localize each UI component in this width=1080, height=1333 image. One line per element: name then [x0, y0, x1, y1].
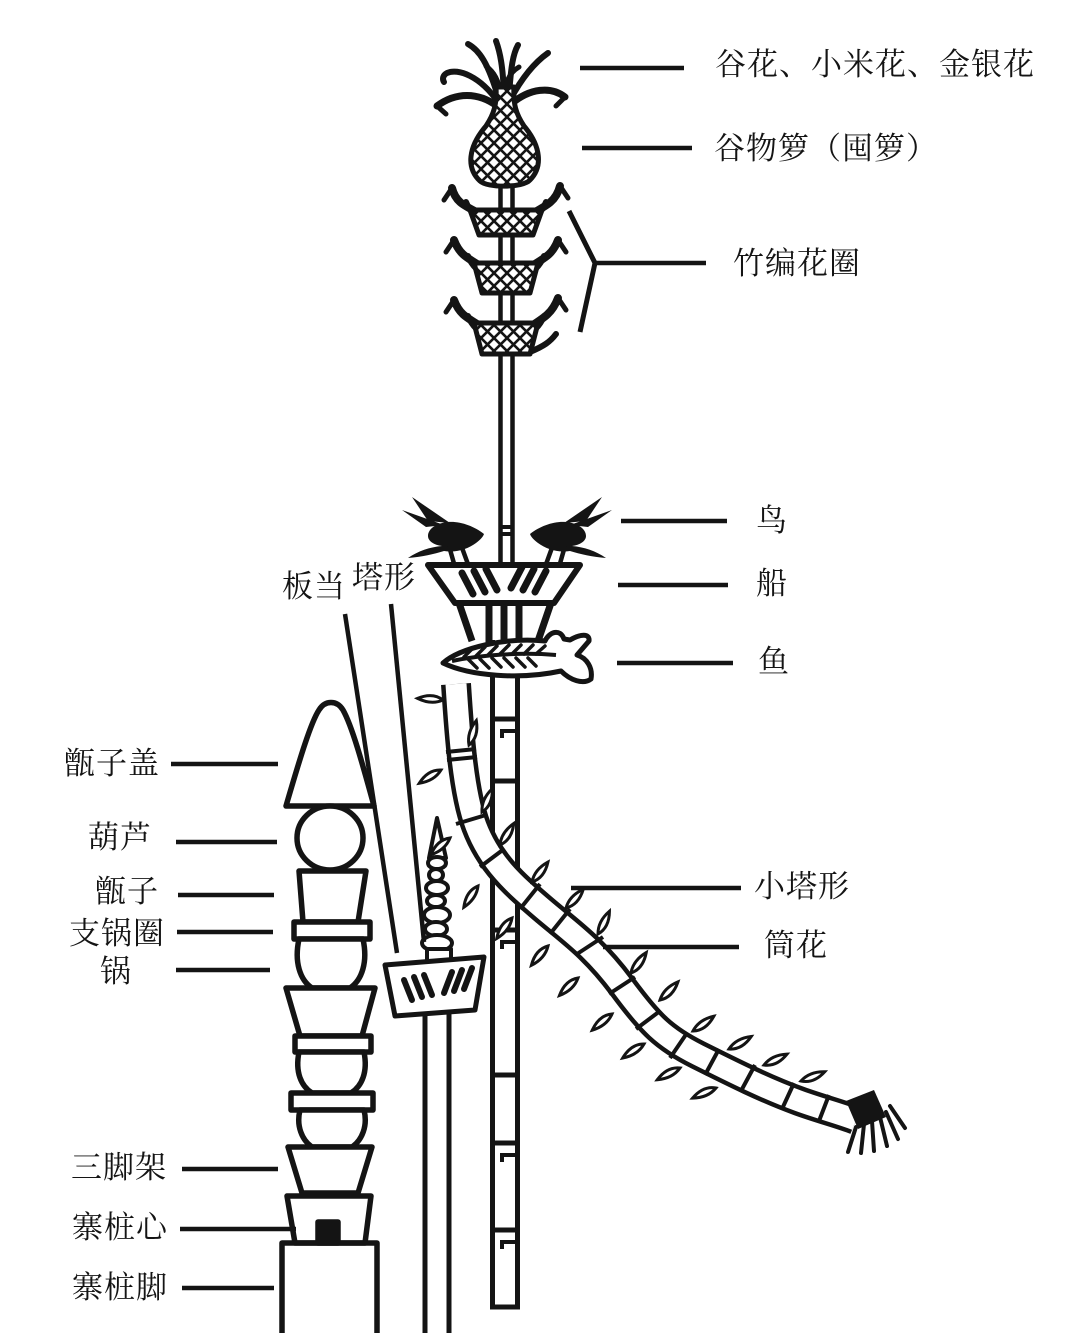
- bamboo-wreath-2: [446, 240, 566, 293]
- label-tripod: 三脚架: [71, 1150, 167, 1185]
- label-gourd: 葫芦: [88, 820, 152, 855]
- label-bamboo-wreath: 竹编花圈: [733, 246, 861, 281]
- gourd-shape: [297, 806, 363, 870]
- label-boat: 船: [756, 566, 788, 601]
- label-post-core: 寨桩心: [72, 1210, 168, 1245]
- leader-tower-shape: [391, 604, 424, 942]
- label-bird: 鸟: [756, 503, 788, 538]
- village-post-stack: [282, 703, 377, 1333]
- bird-left-icon: [402, 497, 484, 567]
- label-small-tower: 小塔形: [754, 869, 850, 904]
- boat-group: [402, 497, 612, 646]
- garland-fringe: [846, 1090, 905, 1153]
- leader-wreath-bracket: [569, 211, 595, 332]
- bamboo-wreath-1: [444, 186, 568, 235]
- label-post-foot: 寨桩脚: [72, 1270, 168, 1305]
- post-foot-shape: [282, 1243, 377, 1333]
- label-fish: 鱼: [758, 644, 790, 679]
- label-board: 板当: [282, 569, 346, 604]
- label-steamer-lid: 甑子盖: [64, 746, 160, 781]
- label-top-flowers: 谷花、小米花、金银花: [715, 47, 1035, 82]
- label-steamer: 甑子: [95, 874, 159, 909]
- fish-shape: [443, 632, 591, 681]
- bird-right-icon: [530, 497, 612, 567]
- label-pot-ring: 支锅圈: [69, 916, 165, 951]
- grain-basket-finial: [471, 87, 539, 186]
- boat-shape: [428, 565, 580, 603]
- label-grain-basket: 谷物箩（囤箩）: [714, 131, 938, 166]
- steamer-shape: [299, 871, 366, 922]
- label-tower-shape: 塔形: [352, 560, 416, 595]
- bamboo-nodes: [491, 719, 519, 1249]
- pot-shape: [297, 939, 365, 988]
- board-base: [385, 957, 484, 1016]
- tripod-shape: [288, 1147, 372, 1193]
- label-tube-flower: 筒花: [764, 928, 828, 963]
- post-core-notch: [318, 1222, 338, 1243]
- label-pot: 锅: [100, 954, 132, 989]
- small-pole: [425, 1012, 449, 1333]
- bamboo-wreath-3: [446, 298, 566, 354]
